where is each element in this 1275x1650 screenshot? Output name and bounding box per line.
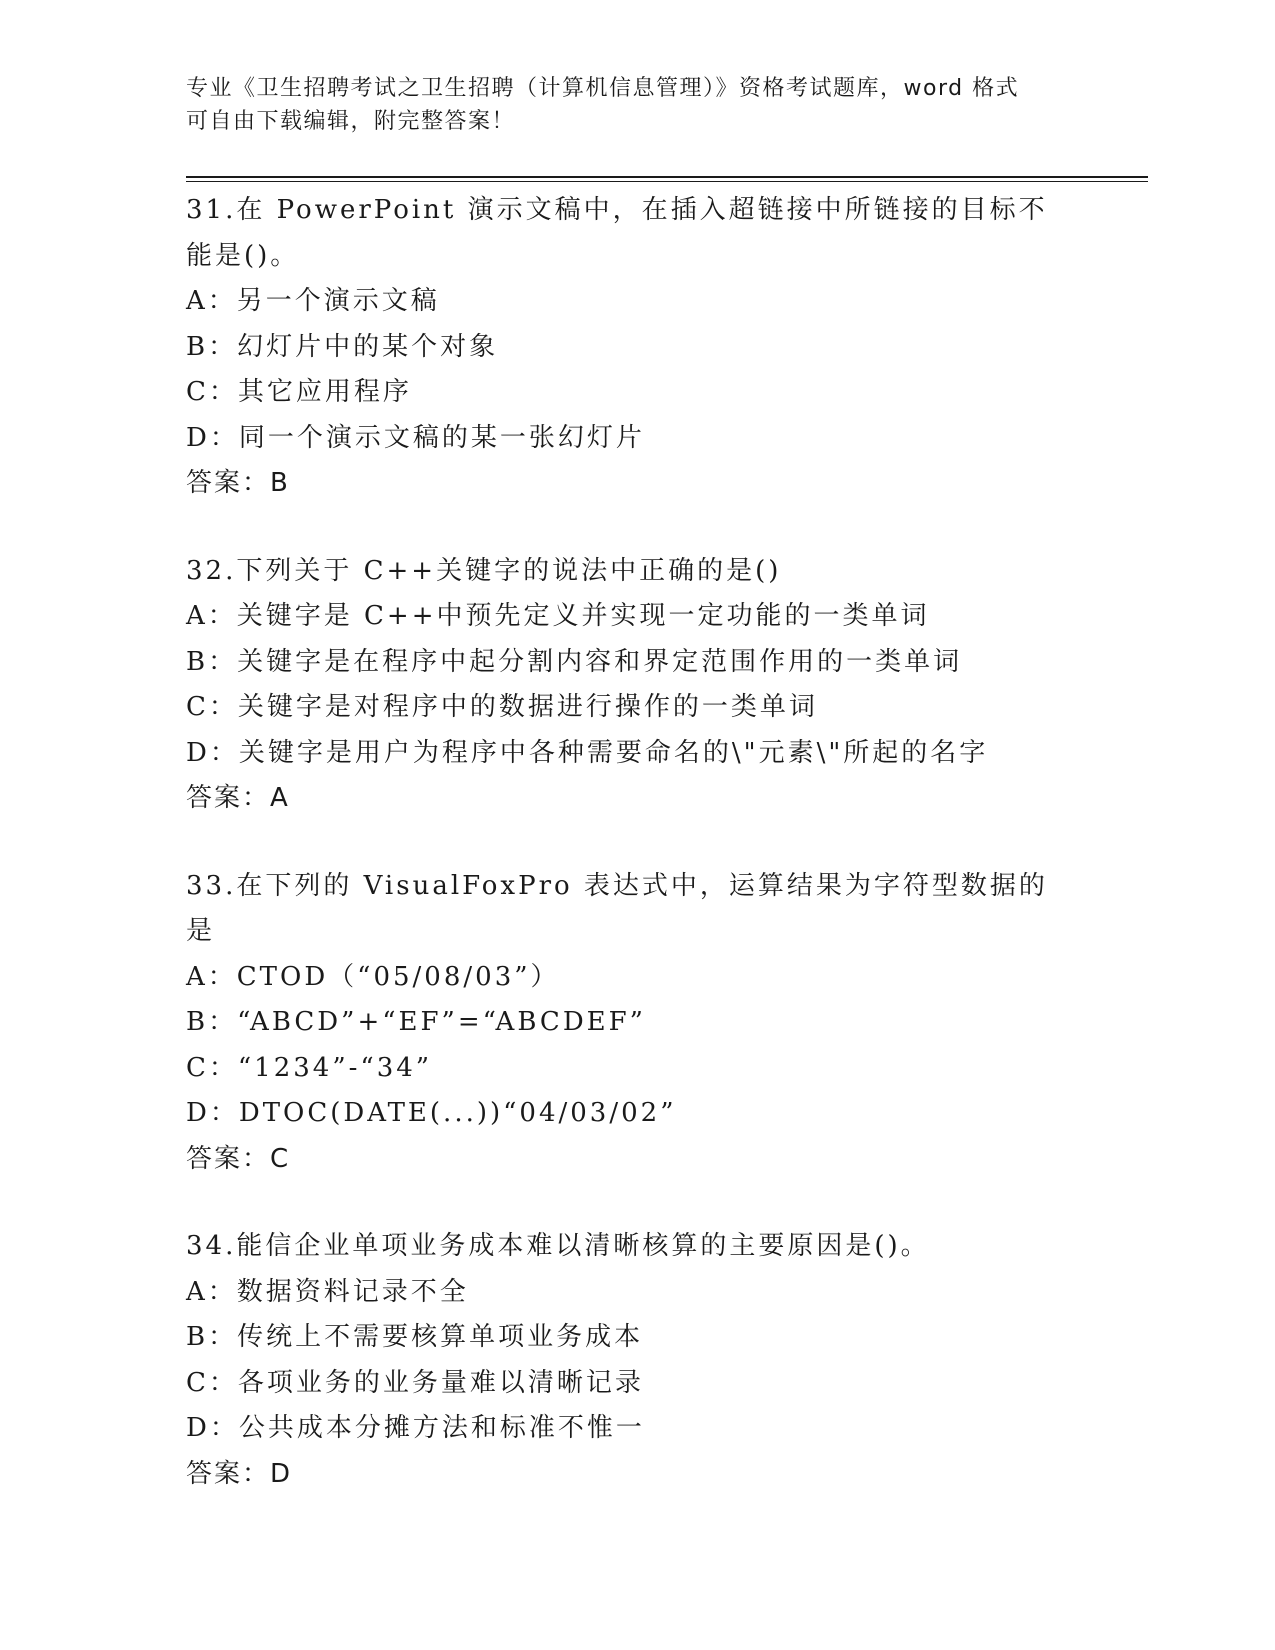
option-a: A：CTOD（“05/08/03”） <box>186 961 560 992</box>
question-stem: 34.能信企业单项业务成本难以清晰核算的主要原因是()。 <box>186 1231 930 1261</box>
document-header <box>186 72 1086 138</box>
header-divider-thin <box>186 181 1148 182</box>
option-b: B：“ABCD”+“EF”=“ABCDEF” <box>186 1007 646 1037</box>
option-a: A：另一个演示文稿 <box>186 286 440 316</box>
option-b: B：传统上不需要核算单项业务成本 <box>186 1322 644 1352</box>
question-34 <box>186 1224 1126 1497</box>
question-stem: 31.在 PowerPoint 演示文稿中，在插入超链接中所链接的目标不能是()。 <box>186 195 1048 271</box>
option-b: B：幻灯片中的某个对象 <box>186 331 499 362</box>
option-d: D：公共成本分摊方法和标准不惟一 <box>186 1413 645 1443</box>
question-stem: 33.在下列的 VisualFoxPro 表达式中，运算结果为字符型数据的是 <box>186 870 1048 946</box>
question-31 <box>186 188 1126 507</box>
header-line-1: 专业《卫生招聘考试之卫生招聘（计算机信息管理）》资格考试题库，word 格式 <box>186 76 1020 101</box>
question-stem: 32.下列关于 C++关键字的说法中正确的是() <box>186 555 782 586</box>
option-c: C：关键字是对程序中的数据进行操作的一类单词 <box>186 692 818 722</box>
option-c: C：各项业务的业务量难以清晰记录 <box>186 1367 644 1398</box>
header-line-2: 可自由下载编辑，附完整答案！ <box>186 109 516 134</box>
option-d: D：关键字是用户为程序中各种需要命名的\"元素\"所起的名字 <box>186 737 989 768</box>
answer-label: 答案：A <box>186 783 290 813</box>
option-a: A：关键字是 C++中预先定义并实现一定功能的一类单词 <box>186 601 930 631</box>
option-d: D：DTOC(DATE(...))“04/03/02” <box>186 1098 677 1128</box>
question-list <box>186 188 1126 1539</box>
option-a: A：数据资料记录不全 <box>186 1276 469 1307</box>
option-c: C：“1234”-“34” <box>186 1052 433 1083</box>
header-divider <box>186 176 1148 178</box>
option-d: D：同一个演示文稿的某一张幻灯片 <box>186 422 645 453</box>
option-b: B：关键字是在程序中起分割内容和界定范围作用的一类单词 <box>186 646 963 677</box>
option-c: C：其它应用程序 <box>186 377 412 407</box>
answer-label: 答案：C <box>186 1143 291 1174</box>
question-33 <box>186 864 1126 1183</box>
question-32 <box>186 549 1126 822</box>
answer-label: 答案：B <box>186 468 290 498</box>
answer-label: 答案：D <box>186 1458 293 1489</box>
